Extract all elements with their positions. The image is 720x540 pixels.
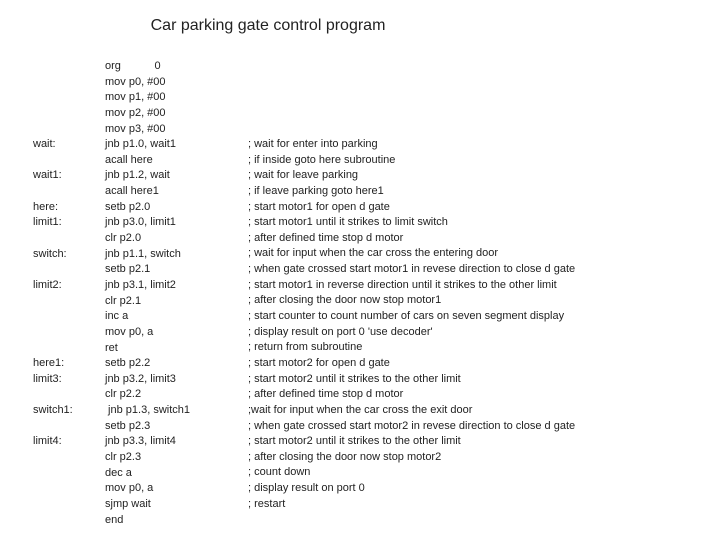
code-line: dec a <box>105 466 132 479</box>
comment-line: ; display result on port 0 <box>248 482 365 495</box>
comment-column <box>248 137 713 512</box>
code-label <box>33 262 103 278</box>
code-line: acall here1 <box>105 185 159 198</box>
comment-line: ; return from subroutine <box>248 341 363 354</box>
code-line: acall here <box>105 153 153 166</box>
code-label: switch1: <box>33 404 73 417</box>
code-label <box>33 466 103 482</box>
comment-line: ; if inside goto here subroutine <box>248 153 396 166</box>
comment-line: ; after closing the door now stop motor1 <box>248 294 442 307</box>
comment-line: ; when gate crossed start motor2 in revese direction to close d gate <box>248 419 576 432</box>
code-label <box>33 450 103 466</box>
comment-line: ; start counter to count number of cars on seven segment display <box>248 310 565 323</box>
code-line: ret <box>105 341 118 354</box>
code-label <box>33 184 103 200</box>
code-label <box>33 59 103 75</box>
comment-line: ; display result on port 0 'use decoder' <box>248 325 433 338</box>
comment-line: ; wait for input when the car cross the entering door <box>248 247 499 260</box>
code-label: wait1: <box>33 169 62 182</box>
code-label <box>33 481 103 497</box>
code-line: jnb p1.1, switch <box>105 247 181 260</box>
code-label: limit3: <box>33 372 62 385</box>
code-label <box>33 153 103 169</box>
comment-line: ; after defined time stop d motor <box>248 388 404 401</box>
code-line: clr p2.2 <box>105 388 142 401</box>
code-line: jnb p3.2, limit3 <box>105 372 176 385</box>
comment-line: ; wait for enter into parking <box>248 138 378 150</box>
code-label <box>33 325 103 341</box>
comment-line: ; count down <box>248 466 311 479</box>
page-title: Car parking gate control program <box>150 17 386 34</box>
code-label <box>33 294 103 310</box>
code-line: inc a <box>105 310 129 323</box>
comment-line: ; start motor2 for open d gate <box>248 356 390 369</box>
comment-line: ; after closing the door now stop motor2 <box>248 450 442 463</box>
comment-line: ; after defined time stop d motor <box>248 231 404 244</box>
code-label <box>33 231 103 247</box>
code-label <box>33 90 103 106</box>
code-line: end <box>105 513 124 526</box>
code-line: mov p3, #00 <box>105 122 166 135</box>
code-label: limit1: <box>33 216 62 229</box>
code-line: setb p2.0 <box>105 200 151 213</box>
code-line: org 0 <box>105 60 161 72</box>
comment-line: ; start motor1 in reverse direction until it strikes to the other limit <box>248 278 557 291</box>
comment-line: ; start motor2 until it strikes to the other limit <box>248 435 461 448</box>
code-label: here: <box>33 200 59 213</box>
comment-line: ; if leave parking goto here1 <box>248 184 384 197</box>
code-line: sjmp wait <box>105 497 151 510</box>
code-line: mov p0, #00 <box>105 75 166 88</box>
code-label <box>33 106 103 122</box>
code-label <box>33 341 103 357</box>
code-label <box>33 387 103 403</box>
code-label <box>33 75 103 91</box>
code-line: mov p1, #00 <box>105 91 166 104</box>
code-line: jnb p3.1, limit2 <box>105 278 176 291</box>
code-label <box>33 497 103 513</box>
code-line: clr p2.1 <box>105 294 142 307</box>
code-line: setb p2.1 <box>105 263 151 276</box>
code-label: here1: <box>33 357 65 370</box>
code-label: wait: <box>33 138 56 151</box>
comment-line: ; start motor2 until it strikes to the other limit <box>248 372 461 385</box>
comment-line: ; start motor1 until it strikes to limit switch <box>248 216 448 229</box>
comment-line: ; wait for leave parking <box>248 169 359 182</box>
code-line: mov p0, a <box>105 482 154 495</box>
code-label: switch: <box>33 247 67 260</box>
code-label <box>33 419 103 435</box>
code-label <box>33 122 103 138</box>
code-line: mov p0, a <box>105 325 154 338</box>
comment-line: ; start motor1 for open d gate <box>248 200 390 213</box>
code-line: mov p2, #00 <box>105 106 166 119</box>
comment-line: ;wait for input when the car cross the exit door <box>248 403 473 416</box>
code-line: clr p2.0 <box>105 232 142 245</box>
code-line: setb p2.2 <box>105 357 151 370</box>
code-label <box>33 513 103 529</box>
code-line: setb p2.3 <box>105 419 151 432</box>
code-line: jnb p1.0, wait1 <box>105 138 176 151</box>
comment-line: ; when gate crossed start motor1 in revese direction to close d gate <box>248 263 576 276</box>
code-label: limit4: <box>33 435 62 448</box>
code-line: jnb p3.0, limit1 <box>105 216 176 229</box>
code-line: jnb p1.3, switch1 <box>105 404 190 417</box>
code-line: jnb p1.2, wait <box>105 169 170 182</box>
code-label: limit2: <box>33 278 62 291</box>
label-column <box>33 59 103 528</box>
code-label <box>33 309 103 325</box>
code-line: clr p2.3 <box>105 451 142 464</box>
code-line: jnb p3.3, limit4 <box>105 435 176 448</box>
comment-line: ; restart <box>248 497 286 510</box>
code-column <box>105 59 240 528</box>
